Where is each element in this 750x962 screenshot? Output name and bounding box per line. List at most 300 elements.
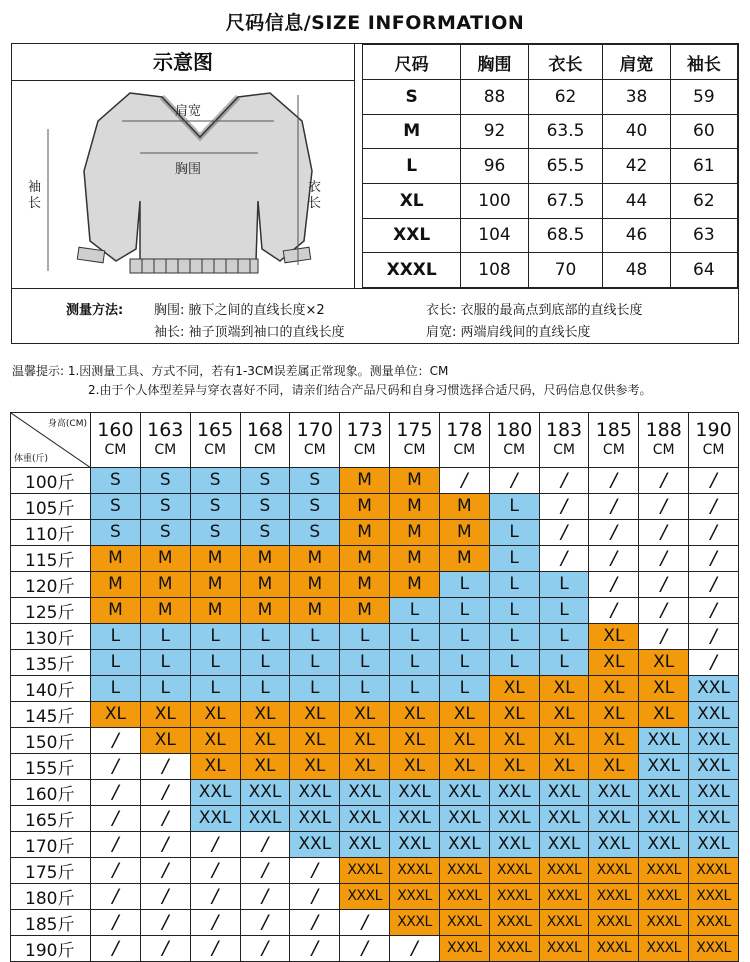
size-cell: XL — [589, 728, 639, 754]
chest-label: 胸围 — [174, 162, 202, 177]
height-header: 168 CM — [240, 413, 290, 468]
no-size-cell: / — [140, 806, 190, 832]
no-size-cell: / — [589, 546, 639, 572]
size-cell: L — [91, 624, 141, 650]
size-cell: XXL — [589, 806, 639, 832]
size-cell: L — [190, 624, 240, 650]
size-cell: M — [240, 546, 290, 572]
weight-label: 110斤 — [11, 520, 91, 546]
size-cell: XXL — [589, 780, 639, 806]
size-value: 44 — [603, 183, 670, 218]
grid-row — [11, 884, 739, 910]
no-size-cell: / — [489, 468, 539, 494]
size-value: 108 — [461, 253, 528, 288]
size-cell: L — [390, 598, 440, 624]
size-cell: XL — [589, 676, 639, 702]
size-cell: XXL — [190, 806, 240, 832]
size-cell: S — [240, 494, 290, 520]
no-size-cell: / — [689, 624, 739, 650]
size-cell: XXXL — [589, 858, 639, 884]
size-cell: XL — [240, 754, 290, 780]
size-cell: XXL — [489, 780, 539, 806]
size-cell: M — [140, 598, 190, 624]
size-cell: L — [489, 520, 539, 546]
size-cell: L — [439, 572, 489, 598]
no-size-cell: / — [240, 910, 290, 936]
no-size-cell: / — [91, 910, 141, 936]
grid-row — [11, 858, 739, 884]
measure-sleeve: 袖长: 袖子顶端到袖口的直线长度 — [154, 325, 345, 340]
size-value: 40 — [603, 114, 670, 149]
size-label: S — [363, 80, 461, 115]
no-size-cell: / — [140, 884, 190, 910]
size-cell: XL — [140, 728, 190, 754]
size-cell: S — [190, 494, 240, 520]
size-label: XXL — [363, 218, 461, 253]
size-cell: XL — [489, 754, 539, 780]
height-weight-grid — [10, 412, 739, 962]
size-row — [363, 218, 738, 253]
size-cell: M — [290, 546, 340, 572]
size-cell: S — [240, 520, 290, 546]
grid-header-row — [11, 413, 739, 468]
size-cell: XL — [439, 754, 489, 780]
no-size-cell: / — [190, 858, 240, 884]
size-value: 46 — [603, 218, 670, 253]
size-cell: XXXL — [539, 884, 589, 910]
corner-weight-label: 体重(斤) — [14, 454, 49, 464]
size-cell: XXL — [390, 806, 440, 832]
no-size-cell: / — [689, 468, 739, 494]
no-size-cell: / — [290, 858, 340, 884]
size-cell: XXL — [290, 780, 340, 806]
no-size-cell: / — [639, 624, 689, 650]
grid-row — [11, 468, 739, 494]
weight-label: 160斤 — [11, 780, 91, 806]
no-size-cell: / — [539, 494, 589, 520]
weight-label: 155斤 — [11, 754, 91, 780]
size-cell: XXXL — [689, 936, 739, 962]
weight-label: 130斤 — [11, 624, 91, 650]
size-cell: L — [190, 650, 240, 676]
size-cell: XXL — [639, 832, 689, 858]
no-size-cell: / — [639, 520, 689, 546]
weight-label: 185斤 — [11, 910, 91, 936]
size-cell: M — [190, 572, 240, 598]
size-cell: S — [140, 468, 190, 494]
size-value: 70 — [528, 253, 603, 288]
size-cell: L — [290, 624, 340, 650]
size-cell: XL — [539, 676, 589, 702]
size-cell: XXL — [240, 780, 290, 806]
no-size-cell: / — [589, 572, 639, 598]
no-size-cell: / — [639, 468, 689, 494]
height-header: 188 CM — [639, 413, 689, 468]
size-cell: M — [439, 546, 489, 572]
size-cell: L — [290, 650, 340, 676]
size-value: 48 — [603, 253, 670, 288]
size-cell: XL — [639, 650, 689, 676]
no-size-cell: / — [439, 468, 489, 494]
size-cell: L — [390, 624, 440, 650]
size-cell: L — [489, 572, 539, 598]
size-cell: L — [140, 650, 190, 676]
size-cell: XXL — [639, 754, 689, 780]
size-value: 63 — [670, 218, 737, 253]
grid-row — [11, 572, 739, 598]
no-size-cell: / — [589, 520, 639, 546]
no-size-cell: / — [240, 936, 290, 962]
size-cell: XXXL — [539, 858, 589, 884]
size-cell: L — [539, 598, 589, 624]
size-cell: M — [240, 598, 290, 624]
no-size-cell: / — [689, 546, 739, 572]
size-cell: XL — [290, 702, 340, 728]
size-cell: XL — [190, 728, 240, 754]
size-cell: S — [91, 494, 141, 520]
size-cell: XXXL — [439, 884, 489, 910]
size-cell: XL — [539, 728, 589, 754]
no-size-cell: / — [290, 910, 340, 936]
size-header-cell: 肩宽 — [603, 45, 670, 80]
weight-label: 145斤 — [11, 702, 91, 728]
size-cell: XXXL — [539, 936, 589, 962]
size-cell: XXL — [190, 780, 240, 806]
sleeve-label: 袖长 — [28, 180, 42, 211]
size-cell: L — [489, 494, 539, 520]
size-cell: XL — [489, 728, 539, 754]
grid-row — [11, 910, 739, 936]
size-cell: L — [91, 676, 141, 702]
size-cell: M — [340, 572, 390, 598]
size-cell: M — [390, 572, 440, 598]
size-cell: XXL — [439, 806, 489, 832]
corner-height-label: 身高(CM) — [47, 419, 87, 429]
grid-row — [11, 598, 739, 624]
size-cell: L — [240, 650, 290, 676]
size-cell: L — [439, 676, 489, 702]
size-cell: S — [290, 520, 340, 546]
size-cell: XXL — [639, 780, 689, 806]
size-cell: XXXL — [390, 858, 440, 884]
height-header: 183 CM — [539, 413, 589, 468]
size-cell: XXXL — [439, 936, 489, 962]
height-header: 175 CM — [390, 413, 440, 468]
size-cell: L — [340, 624, 390, 650]
size-header-cell: 衣长 — [528, 45, 603, 80]
size-cell: M — [91, 572, 141, 598]
size-cell: XL — [639, 676, 689, 702]
no-size-cell: / — [290, 884, 340, 910]
size-cell: XXXL — [589, 936, 639, 962]
tip-line-1: 温馨提示: 1.因测量工具、方式不同，若有1-3CM误差属正常现象。测量单位：CM — [12, 364, 449, 378]
no-size-cell: / — [91, 754, 141, 780]
no-size-cell: / — [91, 832, 141, 858]
size-cell: M — [390, 468, 440, 494]
size-cell: L — [240, 676, 290, 702]
size-cell: XXXL — [439, 910, 489, 936]
size-cell: XXXL — [489, 910, 539, 936]
size-header-cell: 袖长 — [670, 45, 737, 80]
size-table — [362, 44, 738, 288]
weight-label: 100斤 — [11, 468, 91, 494]
no-size-cell: / — [140, 858, 190, 884]
size-cell: XXXL — [489, 858, 539, 884]
size-cell: M — [390, 520, 440, 546]
grid-row — [11, 624, 739, 650]
size-cell: L — [539, 572, 589, 598]
size-cell: XXL — [240, 806, 290, 832]
size-cell: XL — [539, 754, 589, 780]
size-cell: XL — [639, 702, 689, 728]
size-cell: S — [190, 520, 240, 546]
size-cell: M — [190, 546, 240, 572]
size-cell: M — [140, 572, 190, 598]
size-cell: XL — [190, 754, 240, 780]
size-cell: L — [340, 676, 390, 702]
size-cell: XXL — [689, 676, 739, 702]
size-cell: XL — [290, 728, 340, 754]
size-cell: L — [140, 624, 190, 650]
no-size-cell: / — [539, 546, 589, 572]
size-cell: L — [439, 624, 489, 650]
size-cell: XXXL — [689, 884, 739, 910]
size-cell: XXL — [390, 780, 440, 806]
tips — [12, 362, 651, 400]
weight-label: 170斤 — [11, 832, 91, 858]
no-size-cell: / — [539, 468, 589, 494]
no-size-cell: / — [589, 598, 639, 624]
size-cell: M — [340, 468, 390, 494]
weight-label: 135斤 — [11, 650, 91, 676]
size-cell: M — [290, 572, 340, 598]
size-cell: M — [340, 520, 390, 546]
weight-label: 105斤 — [11, 494, 91, 520]
size-cell: XXL — [539, 806, 589, 832]
size-info-panel — [11, 43, 739, 344]
weight-label: 175斤 — [11, 858, 91, 884]
size-cell: L — [240, 624, 290, 650]
size-label: M — [363, 114, 461, 149]
size-cell: S — [240, 468, 290, 494]
size-cell: XXXL — [390, 910, 440, 936]
size-cell: XL — [240, 702, 290, 728]
size-cell: XXL — [340, 780, 390, 806]
size-cell: XL — [290, 754, 340, 780]
size-cell: L — [489, 598, 539, 624]
no-size-cell: / — [240, 832, 290, 858]
size-cell: XXL — [340, 806, 390, 832]
size-value: 68.5 — [528, 218, 603, 253]
weight-label: 165斤 — [11, 806, 91, 832]
no-size-cell: / — [689, 598, 739, 624]
size-cell: XXXL — [390, 884, 440, 910]
size-cell: XXXL — [639, 858, 689, 884]
size-cell: XXL — [689, 702, 739, 728]
size-cell: S — [91, 468, 141, 494]
height-header: 170 CM — [290, 413, 340, 468]
grid-row — [11, 780, 739, 806]
size-cell: XXL — [439, 780, 489, 806]
size-cell: XXL — [689, 832, 739, 858]
size-cell: XXXL — [639, 936, 689, 962]
size-value: 104 — [461, 218, 528, 253]
size-header-cell: 尺码 — [363, 45, 461, 80]
size-cell: XL — [240, 728, 290, 754]
no-size-cell: / — [91, 936, 141, 962]
no-size-cell: / — [190, 832, 240, 858]
size-cell: XL — [340, 702, 390, 728]
weight-label: 190斤 — [11, 936, 91, 962]
size-label: XL — [363, 183, 461, 218]
height-header: 180 CM — [489, 413, 539, 468]
no-size-cell: / — [190, 884, 240, 910]
no-size-cell: / — [539, 520, 589, 546]
no-size-cell: / — [589, 494, 639, 520]
size-cell: L — [190, 676, 240, 702]
no-size-cell: / — [140, 832, 190, 858]
size-cell: XXL — [689, 806, 739, 832]
size-cell: M — [390, 546, 440, 572]
diagram-heading: 示意图 — [12, 44, 354, 81]
no-size-cell: / — [140, 754, 190, 780]
page-title: 尺码信息/SIZE INFORMATION — [225, 12, 525, 34]
size-cell: XXL — [340, 832, 390, 858]
size-cell: L — [539, 624, 589, 650]
size-value: 65.5 — [528, 149, 603, 184]
size-row — [363, 253, 738, 288]
no-size-cell: / — [190, 910, 240, 936]
size-cell: L — [489, 624, 539, 650]
size-value: 100 — [461, 183, 528, 218]
no-size-cell: / — [689, 520, 739, 546]
height-header: 173 CM — [340, 413, 390, 468]
size-cell: M — [340, 598, 390, 624]
no-size-cell: / — [639, 546, 689, 572]
size-cell: XXXL — [589, 910, 639, 936]
size-cell: L — [140, 676, 190, 702]
size-cell: S — [91, 520, 141, 546]
no-size-cell: / — [91, 806, 141, 832]
height-header: 163 CM — [140, 413, 190, 468]
no-size-cell: / — [240, 884, 290, 910]
size-cell: XXL — [589, 832, 639, 858]
size-cell: XXXL — [639, 884, 689, 910]
size-cell: L — [340, 650, 390, 676]
size-cell: XXL — [290, 832, 340, 858]
size-cell: XXXL — [340, 858, 390, 884]
size-cell: XXXL — [439, 858, 489, 884]
measure-shoulder: 肩宽: 两端肩线间的直线长度 — [426, 325, 591, 340]
size-cell: XXL — [639, 806, 689, 832]
size-cell: XL — [91, 702, 141, 728]
size-cell: XXXL — [489, 936, 539, 962]
size-cell: M — [240, 572, 290, 598]
size-cell: L — [390, 650, 440, 676]
no-size-cell: / — [91, 780, 141, 806]
weight-label: 180斤 — [11, 884, 91, 910]
no-size-cell: / — [589, 468, 639, 494]
no-size-cell: / — [140, 780, 190, 806]
size-cell: XL — [539, 702, 589, 728]
size-cell: XXL — [290, 806, 340, 832]
length-label: 衣长 — [308, 180, 322, 211]
size-cell: XXL — [689, 754, 739, 780]
size-value: 62 — [528, 80, 603, 115]
grid-row — [11, 546, 739, 572]
grid-row — [11, 520, 739, 546]
size-cell: M — [91, 546, 141, 572]
size-row — [363, 114, 738, 149]
no-size-cell: / — [340, 936, 390, 962]
no-size-cell: / — [689, 572, 739, 598]
height-header: 185 CM — [589, 413, 639, 468]
size-cell: XL — [589, 650, 639, 676]
size-cell: L — [439, 598, 489, 624]
size-value: 60 — [670, 114, 737, 149]
size-cell: XL — [340, 754, 390, 780]
no-size-cell: / — [91, 728, 141, 754]
grid-row — [11, 754, 739, 780]
no-size-cell: / — [340, 910, 390, 936]
measure-length: 衣长: 衣服的最高点到底部的直线长度 — [426, 303, 643, 318]
size-cell: M — [190, 598, 240, 624]
size-cell: M — [390, 494, 440, 520]
no-size-cell: / — [240, 858, 290, 884]
size-value: 38 — [603, 80, 670, 115]
no-size-cell: / — [91, 858, 141, 884]
weight-label: 140斤 — [11, 676, 91, 702]
size-cell: XL — [390, 728, 440, 754]
grid-row — [11, 806, 739, 832]
weight-label: 150斤 — [11, 728, 91, 754]
grid-row — [11, 936, 739, 962]
size-value: 59 — [670, 80, 737, 115]
size-cell: M — [290, 598, 340, 624]
size-cell: M — [439, 494, 489, 520]
size-cell: L — [91, 650, 141, 676]
weight-label: 115斤 — [11, 546, 91, 572]
size-cell: XXL — [689, 728, 739, 754]
size-cell: XXL — [689, 780, 739, 806]
size-cell: XL — [190, 702, 240, 728]
size-cell: S — [290, 468, 340, 494]
sweater-diagram — [12, 44, 355, 288]
size-cell: L — [390, 676, 440, 702]
size-cell: XXXL — [489, 884, 539, 910]
size-cell: L — [489, 650, 539, 676]
weight-label: 120斤 — [11, 572, 91, 598]
size-cell: XXL — [539, 780, 589, 806]
size-cell: L — [290, 676, 340, 702]
size-cell: L — [539, 650, 589, 676]
no-size-cell: / — [639, 598, 689, 624]
grid-row — [11, 728, 739, 754]
measure-label: 测量方法: — [66, 303, 124, 318]
size-value: 63.5 — [528, 114, 603, 149]
size-cell: S — [140, 494, 190, 520]
size-cell: S — [190, 468, 240, 494]
grid-row — [11, 494, 739, 520]
size-cell: XL — [390, 702, 440, 728]
size-cell: XXL — [639, 728, 689, 754]
size-value: 62 — [670, 183, 737, 218]
no-size-cell: / — [140, 910, 190, 936]
grid-row — [11, 650, 739, 676]
size-cell: XXXL — [639, 910, 689, 936]
height-header: 160 CM — [91, 413, 141, 468]
grid-corner — [11, 413, 91, 468]
